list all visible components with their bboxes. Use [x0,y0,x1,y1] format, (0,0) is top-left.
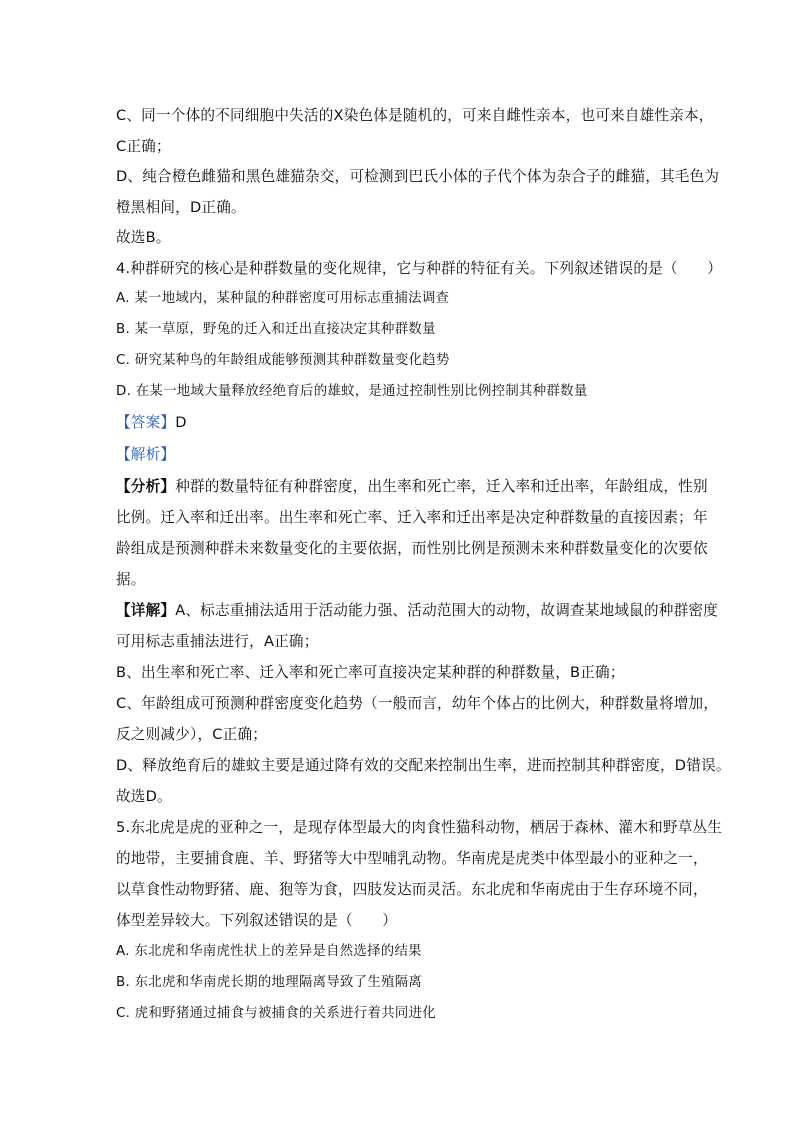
answer-value: D [175,414,187,431]
q4-option-a: A. 某一地域内，某种鼠的种群密度可用标志重捕法调查 [116,291,450,306]
fenxi-text: 种群的数量特征有种群密度，出生率和死亡率，迁入率和迁出率，年龄组成，性别 [175,478,708,495]
q3-option-d-explanation-line2: 橙黑相间，D正确。 [116,199,246,216]
q4-detail-d: D、释放绝育后的雄蚊主要是通过降有效的交配来控制出生率，进而控制其种群密度，D错误。 [116,757,731,774]
q3-option-d-explanation-line1: D、纯合橙色雌猫和黑色雄猫杂交，可检测到巴氏小体的子代个体为杂合子的雌猫，其毛色为 [116,168,720,185]
q5-stem-line4: 体型差异较大。下列叙述错误的是（ ） [116,912,398,929]
q3-conclusion: 故选B。 [116,229,171,246]
q5-option-a: A. 东北虎和华南虎性状上的差异是自然选择的结果 [116,944,422,959]
q5-stem-line2: 的地带，主要捕食鹿、羊、野猪等大中型哺乳动物。华南虎是虎类中体型最小的亚种之一， [116,850,708,867]
q4-detail-a-line1 [116,601,718,621]
q4-option-c: C. 研究某种鸟的年龄组成能够预测其种群数量变化趋势 [116,353,450,368]
q4-conclusion: 故选D。 [116,788,172,805]
q4-stem: 4.种群研究的核心是种群数量的变化规律，它与种群的特征有关。下列叙述错误的是（ ） [116,260,723,277]
q3-option-c-explanation-line2: C正确； [116,138,171,155]
detail-tag: 【详解】 [116,602,176,619]
q4-fenxi-line3: 龄组成是预测种群未来数量变化的主要依据，而性别比例是预测未来种群数量变化的次要依 [116,540,708,557]
analysis-tag: 【解析】 [116,446,176,463]
q4-option-d: D. 在某一地域大量释放经绝育后的雄蚊，是通过控制性别比例控制其种群数量 [116,384,588,399]
q3-option-c-explanation-line1: C、同一个体的不同细胞中失活的X染色体是随机的，可来自雌性亲本，也可来自雄性亲本， [116,107,714,124]
answer-tag: 【答案】 [116,414,176,431]
q4-answer-line [116,413,187,433]
q4-option-b: B. 某一草原，野兔的迁入和迁出直接决定其种群数量 [116,322,436,337]
q5-option-b: B. 东北虎和华南虎长期的地理隔离导致了生殖隔离 [116,975,423,990]
q4-detail-c-line2: 反之则减少），C正确； [116,726,268,743]
q4-fenxi-line1 [116,477,708,497]
q4-detail-b: B、出生率和死亡率、迁入率和死亡率可直接决定某种群的种群数量，B正确； [116,664,625,681]
q5-option-c: C. 虎和野猪通过捕食与被捕食的关系进行着共同进化 [116,1006,436,1021]
q5-stem-line3: 以草食性动物野猪、鹿、狍等为食，四肢发达而灵活。东北虎和华南虎由于生存环境不同， [116,881,708,898]
q5-stem-line1: 5.东北虎是虎的亚种之一，是现存体型最大的肉食性猫科动物，栖居于森林、灌木和野草丛生 [116,819,723,836]
q4-detail-a-line2: 可用标志重捕法进行，A正确； [116,633,319,650]
detail-a-text: A、标志重捕法适用于活动能力强、活动范围大的动物，故调查某地域鼠的种群密度 [175,602,718,619]
fenxi-tag: 【分析】 [116,478,176,495]
q4-fenxi-line4: 据。 [116,571,146,588]
q4-detail-c-line1: C、年龄组成可预测种群密度变化趋势（一般而言，幼年个体占的比例大，种群数量将增加， [116,695,719,712]
q4-fenxi-line2: 比例。迁入率和迁出率。出生率和死亡率、迁入率和迁出率是决定种群数量的直接因素；年 [116,509,708,526]
